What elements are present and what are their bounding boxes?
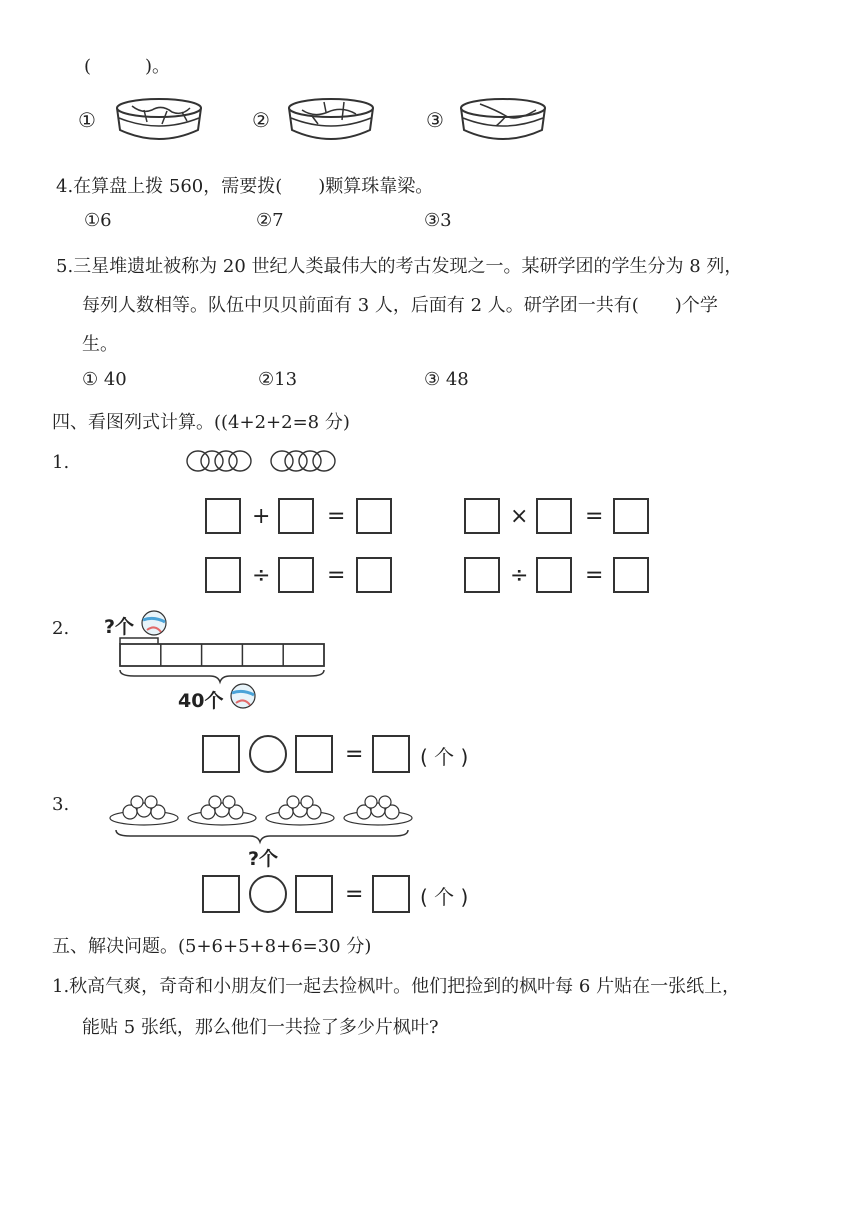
question-5-line-2: 每列人数相等。队伍中贝贝前面有 3 人，后面有 2 人。研学团一共有( )个学 <box>82 295 718 316</box>
q4-option-2: ②7 <box>256 210 284 231</box>
equals-sign: = <box>585 504 604 529</box>
divide-sign: ÷ <box>252 563 271 588</box>
section-5-title: 五、解决问题。(5+6+5+8+6=30 分) <box>52 936 372 957</box>
divide-sign: ÷ <box>510 563 529 588</box>
p1-div-b-result-box[interactable] <box>613 557 649 593</box>
p2-bottom-label: 40个 <box>178 690 224 712</box>
bowl-option-1-label: ① <box>78 108 96 132</box>
q4-option-1: ①6 <box>84 210 112 231</box>
question-4-text: 4.在算盘上拨 560，需要拨( )颗算珠靠梁。 <box>56 176 434 197</box>
p1-mul-box-2[interactable] <box>536 498 572 534</box>
problem-1-number: 1. <box>52 452 70 473</box>
plus-sign: + <box>252 504 271 529</box>
q5-option-3: ③ 48 <box>424 369 469 390</box>
p3-box-2[interactable] <box>295 875 333 913</box>
rings-image <box>186 446 346 476</box>
p2-operator-circle[interactable] <box>249 735 287 773</box>
equals-sign: = <box>327 563 346 588</box>
bowl-3-image <box>456 96 550 146</box>
p2-box-1[interactable] <box>202 735 240 773</box>
p1-div-a-box-2[interactable] <box>278 557 314 593</box>
p1-add-box-2[interactable] <box>278 498 314 534</box>
q3-answer-paren: ( )。 <box>84 56 171 77</box>
times-sign: × <box>510 504 529 529</box>
fruit-plates-image <box>104 788 414 842</box>
p1-div-a-box-1[interactable] <box>205 557 241 593</box>
equals-sign: = <box>585 563 604 588</box>
p2-top-label: ?个 <box>104 616 135 638</box>
p3-operator-circle[interactable] <box>249 875 287 913</box>
ball-icon <box>141 610 167 636</box>
p3-box-1[interactable] <box>202 875 240 913</box>
bowl-option-3-label: ③ <box>426 108 444 132</box>
p2-unit: ( 个 ) <box>420 745 469 769</box>
p1-add-box-1[interactable] <box>205 498 241 534</box>
p2-box-2[interactable] <box>295 735 333 773</box>
section-5-question-1-line-2: 能贴 5 张纸，那么他们一共捡了多少片枫叶? <box>82 1017 439 1038</box>
equals-sign: = <box>345 742 364 767</box>
p3-result-box[interactable] <box>372 875 410 913</box>
equals-sign: = <box>327 504 346 529</box>
p3-unit: ( 个 ) <box>420 885 469 909</box>
section-5-question-1-line-1: 1.秋高气爽，奇奇和小朋友们一起去捡枫叶。他们把捡到的枫叶每 6 片贴在一张纸上， <box>52 976 741 997</box>
p1-div-b-box-2[interactable] <box>536 557 572 593</box>
equals-sign: = <box>345 882 364 907</box>
q4-option-3: ③3 <box>424 210 452 231</box>
p1-mul-box-1[interactable] <box>464 498 500 534</box>
bowl-2-image <box>284 96 378 146</box>
question-5-line-1: 5.三星堆遗址被称为 20 世纪人类最伟大的考古发现之一。某研学团的学生分为 8 列， <box>56 256 743 277</box>
bowl-option-2-label: ② <box>252 108 270 132</box>
bowl-1-image <box>112 96 206 146</box>
p3-brace-label: ?个 <box>248 848 279 870</box>
p1-add-result-box[interactable] <box>356 498 392 534</box>
q5-option-2: ②13 <box>258 369 298 390</box>
p1-div-b-box-1[interactable] <box>464 557 500 593</box>
question-5-line-3: 生。 <box>82 334 118 355</box>
bar-diagram <box>114 634 328 684</box>
problem-3-number: 3. <box>52 794 70 815</box>
q5-option-1: ① 40 <box>82 369 127 390</box>
p2-result-box[interactable] <box>372 735 410 773</box>
section-4-title: 四、看图列式计算。((4+2+2=8 分) <box>52 412 350 433</box>
p1-mul-result-box[interactable] <box>613 498 649 534</box>
ball-icon <box>230 683 256 709</box>
problem-2-number: 2. <box>52 618 70 639</box>
p1-div-a-result-box[interactable] <box>356 557 392 593</box>
